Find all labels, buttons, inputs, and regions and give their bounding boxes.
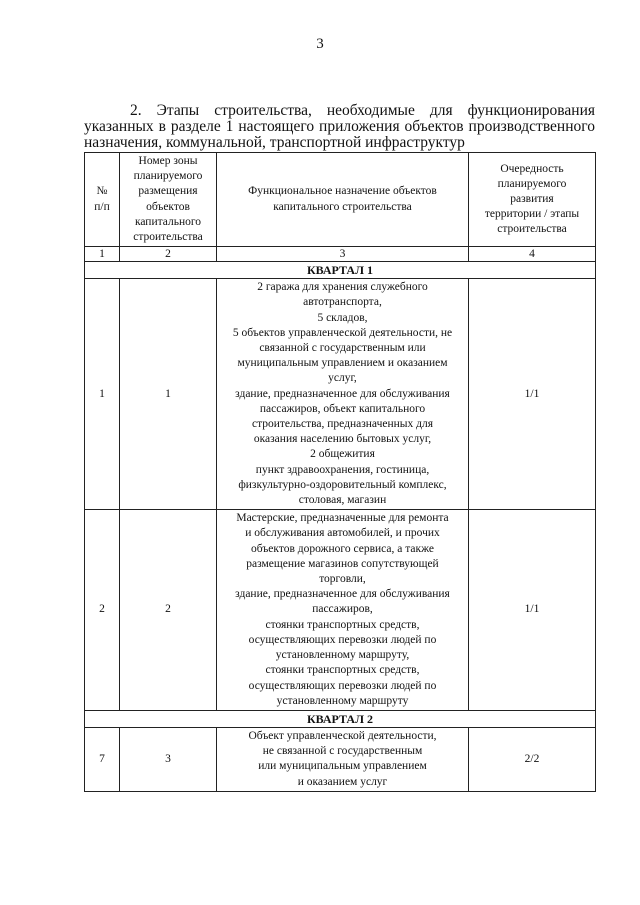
row-stage: 1/1 — [469, 279, 596, 510]
table-row — [85, 727, 596, 791]
construction-stages-table — [84, 152, 596, 792]
row-num: 1 — [85, 279, 120, 510]
column-number: 1 — [85, 247, 120, 262]
table-row — [85, 510, 596, 711]
block-title: КВАРТАЛ 2 — [85, 710, 596, 727]
row-purpose: 2 гаража для хранения служебного автотранспорта, 5 складов, 5 объектов управленческой деятельности, не связанной с государственным или муниципальным управлением и оказанием услуг, здание, предназначенное для обслуживания пассажиров, объект капитального строительства, предназначенных для оказания населению бытовых услуг, 2 общежития пункт здравоохранения, гостиница, физкультурно-оздоровительный комплекс, столовая, магазин — [217, 279, 469, 510]
header-num: № п/п — [85, 153, 120, 247]
header-zone: Номер зоны планируемого размещения объектов капитального строительства — [120, 153, 217, 247]
block-title: КВАРТАЛ 1 — [85, 262, 596, 279]
row-stage: 1/1 — [469, 510, 596, 711]
header-purpose: Функциональное назначение объектов капитального строительства — [217, 153, 469, 247]
row-stage: 2/2 — [469, 727, 596, 791]
table-row — [85, 279, 596, 510]
row-zone: 1 — [120, 279, 217, 510]
section-heading: 2. Этапы строительства, необходимые для функционирования указанных в разделе 1 настоящего приложения объектов производственного назначения, коммунальной, транспортной инфраструктур — [84, 102, 595, 151]
column-number: 3 — [217, 247, 469, 262]
row-purpose: Объект управленческой деятельности, не связанной с государственным или муниципальным управлением и оказанием услуг — [217, 727, 469, 791]
column-number: 4 — [469, 247, 596, 262]
row-zone: 2 — [120, 510, 217, 711]
block-title-row — [85, 262, 596, 279]
column-number-row — [85, 247, 596, 262]
row-num: 2 — [85, 510, 120, 711]
page-number: 3 — [316, 36, 324, 52]
table-header-row — [85, 153, 596, 247]
column-number: 2 — [120, 247, 217, 262]
header-stage: Очередность планируемого развития территории / этапы строительства — [469, 153, 596, 247]
row-zone: 3 — [120, 727, 217, 791]
row-purpose: Мастерские, предназначенные для ремонта и обслуживания автомобилей, и прочих объектов дорожного сервиса, а также размещение магазинов сопутствующей торговли, здание, предназначенное для обслуживания пассажиров, стоянки транспортных средств, осуществляющих перевозки людей по установленному маршруту, стоянки транспортных средств, осуществляющих перевозки людей по установленному маршруту — [217, 510, 469, 711]
block-title-row — [85, 710, 596, 727]
row-num: 7 — [85, 727, 120, 791]
